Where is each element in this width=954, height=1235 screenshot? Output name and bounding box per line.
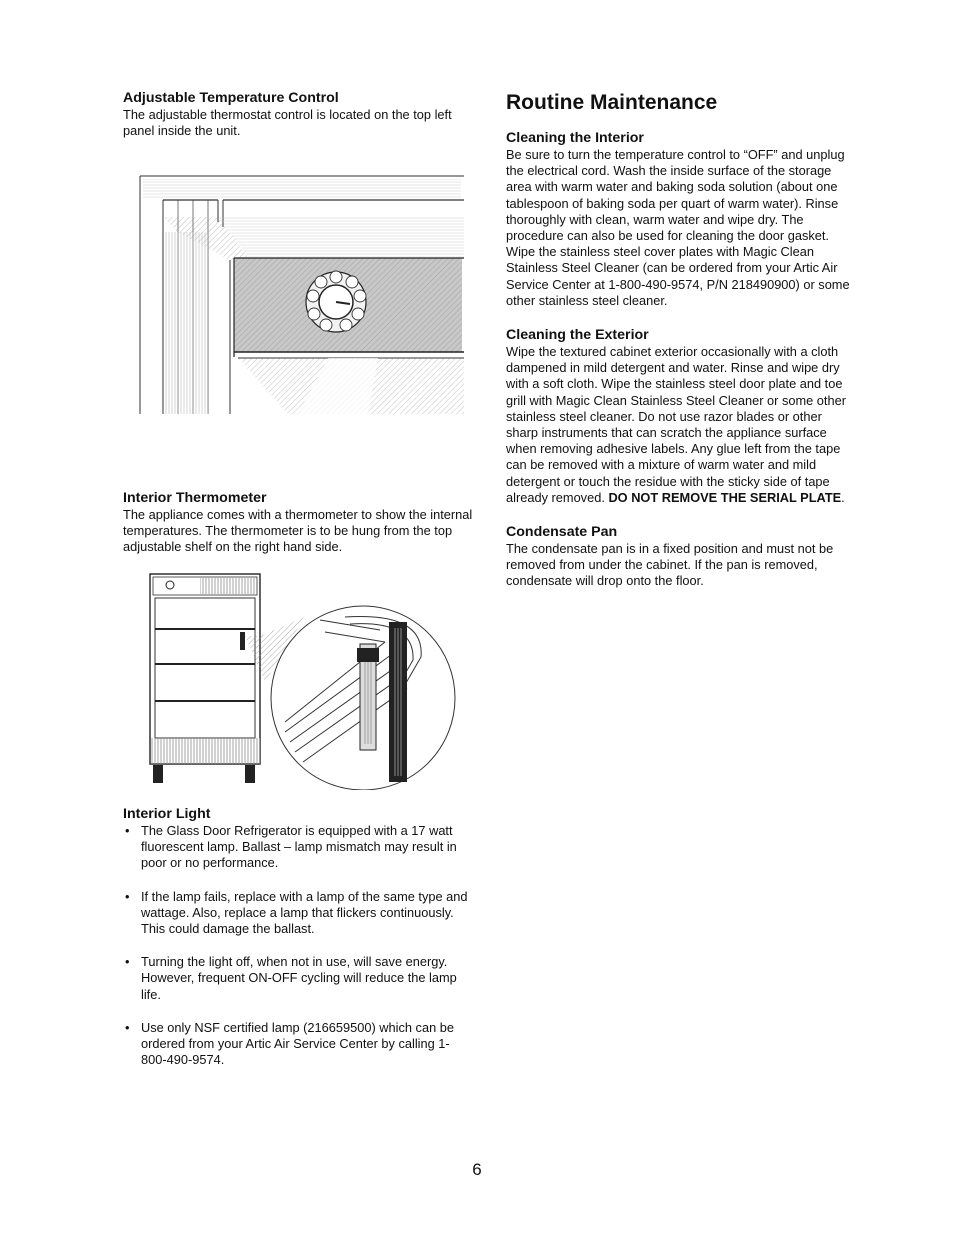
list-item: • If the lamp fails, replace with a lamp of the same type and wattage. Also, replace a lamp that flickers continuously. This could damage the ballast. xyxy=(125,888,468,937)
cleaning-interior-heading: Cleaning the Interior xyxy=(506,130,644,146)
serial-plate-warning: DO NOT REMOVE THE SERIAL PLATE xyxy=(608,489,842,505)
interior-thermometer-text: The appliance comes with a thermometer to show the internal temperatures. The thermometer is to be hung from the top adjustable shelf on the right hand side. xyxy=(123,507,473,555)
cleaning-interior-section xyxy=(506,130,851,309)
thermostat-illustration xyxy=(138,172,464,416)
cleaning-exterior-section xyxy=(506,327,851,506)
list-item: • The Glass Door Refrigerator is equipped with a 17 watt fluorescent lamp. Ballast – lamp mismatch may result in poor or no performance. xyxy=(125,823,457,871)
interior-thermometer-heading: Interior Thermometer xyxy=(123,490,267,506)
cleaning-exterior-heading: Cleaning the Exterior xyxy=(506,327,649,344)
list-item: • Use only NSF certified lamp (216659500) which can be ordered from your Artic Air Service Center by calling 1-800-490-9574. xyxy=(125,1019,454,1068)
thermometer-section xyxy=(123,490,473,556)
page-number: 6 xyxy=(472,1160,482,1179)
right-column xyxy=(506,90,851,590)
condensate-pan-heading: Condensate Pan xyxy=(506,524,618,541)
condensate-pan-text: The condensate pan is in a fixed position and must not be removed from under the cabinet. If the pan is removed, condensate will drop onto the floor. xyxy=(506,541,834,589)
adjustable-temperature-section xyxy=(123,90,473,139)
page-title: Routine Maintenance xyxy=(506,91,718,114)
cleaning-interior-text: Be sure to turn the temperature control to “OFF” and unplug the electrical cord. Wash the inside surface of the storage area with warm water and baking soda solution (about one tablespoon of baking soda per quart of warm water). Rinse thoroughly with clean, warm water and wipe dry. The procedure can also be used for cleaning the door gasket. Wipe the stainless steel cover plates with Magic Clean Stainless Steel Cleaner (can be ordered from your Artic Air Service Center at 1-800-490-9574, P/N 218490900) or some other stainless steel cleaner. xyxy=(506,147,850,308)
condensate-pan-section xyxy=(506,524,851,590)
list-item: • Turning the light off, when not in use, will save energy. However, frequent ON-OFF cycling will reduce the lamp life. xyxy=(125,954,457,1002)
interior-light-heading: Interior Light xyxy=(123,806,211,822)
adjustable-temperature-heading: Adjustable Temperature Control xyxy=(123,90,339,106)
interior-light-section xyxy=(123,806,473,1068)
interior-light-list xyxy=(123,823,473,1068)
adjustable-temperature-text: The adjustable thermostat control is located on the top left panel inside the unit. xyxy=(123,107,452,139)
cleaning-exterior-text: Wipe the textured cabinet exterior occasionally with a cloth dampened in mild detergent and water. Rinse and wipe dry with a soft cloth. Wipe the stainless steel door plate and toe grill with Magic Clean Stainless Steel Cleaner or some other stainless steel cleaner. Do not use razor blades or other sharp instruments that can scratch the appliance surface when removing adhesive labels. Any glue left from the tape can be removed with a mixture of warm water and mild detergent or touch the residue with the sticky side of tape already removed. DO NOT REMOVE THE SERIAL PLATE. xyxy=(506,344,846,505)
thermometer-illustration xyxy=(145,572,457,790)
